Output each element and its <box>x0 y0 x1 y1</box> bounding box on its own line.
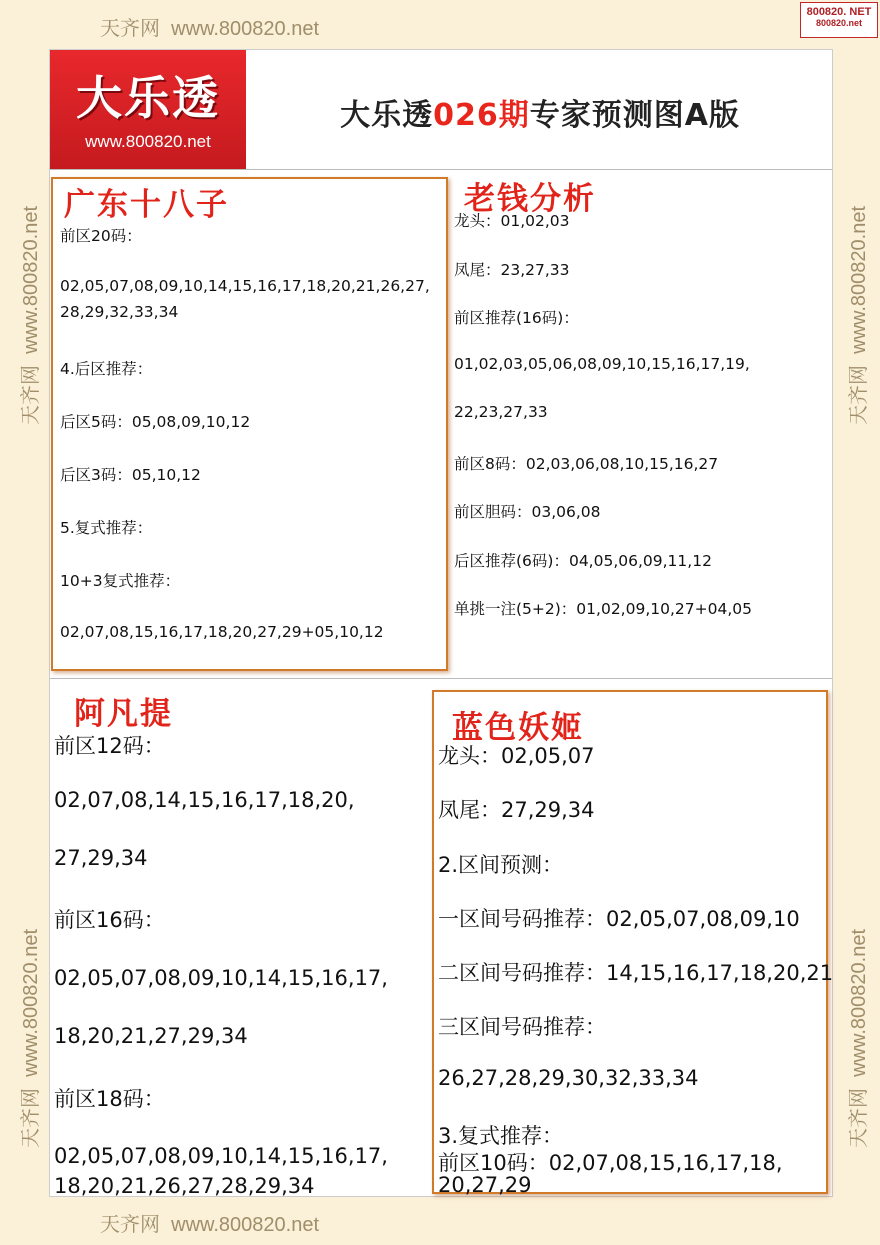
laoqian-line: 凤尾：23,27,33 <box>454 261 570 279</box>
lanse-line: 龙头：02,05,07 <box>438 744 595 768</box>
laoqian-line: 22,23,27,33 <box>454 403 548 421</box>
corner-logo-badge[interactable] <box>800 2 878 38</box>
left-watermark-lower <box>14 929 43 1148</box>
afanti-line: 18,20,21,27,29,34 <box>54 1024 248 1048</box>
title-issue: 026期 <box>433 98 530 133</box>
lanse-line: 一区间号码推荐：02,05,07,08,09,10 <box>438 907 800 931</box>
guangdong-line: 5.复式推荐： <box>60 519 153 537</box>
page-title <box>250 90 830 134</box>
watermark-url: www.800820.net <box>20 205 42 354</box>
guangdong-line: 前区20码： <box>60 227 142 245</box>
logo-text: 大乐透 <box>76 71 220 125</box>
lanse-line: 前区10码：02,07,08,15,16,17,18, <box>438 1151 783 1175</box>
afanti-line: 18,20,21,26,27,28,29,34 <box>54 1174 315 1198</box>
laoqian-line: 前区推荐(16码)： <box>454 309 579 327</box>
lanse-line: 2.区间预测： <box>438 853 564 877</box>
watermark-site: 天齐网 <box>100 1214 160 1236</box>
lanse-line: 凤尾：27,29,34 <box>438 798 595 822</box>
laoqian-title: 老钱分析 <box>464 181 596 217</box>
logo-url: www.800820.net <box>85 132 211 151</box>
laoqian-line: 单挑一注(5+2)：01,02,09,10,27+04,05 <box>454 600 752 618</box>
afanti-line: 02,05,07,08,09,10,14,15,16,17, <box>54 966 388 990</box>
watermark-site: 天齐网 <box>20 365 42 425</box>
afanti-line: 前区18码： <box>54 1087 165 1111</box>
right-watermark-upper <box>842 206 871 425</box>
laoqian-line: 后区推荐(6码)：04,05,06,09,11,12 <box>454 552 712 570</box>
afanti-line: 前区16码： <box>54 908 165 932</box>
guangdong-line: 10+3复式推荐： <box>60 572 181 590</box>
afanti-line: 02,05,07,08,09,10,14,15,16,17, <box>54 1144 388 1168</box>
right-watermark-lower <box>842 929 871 1148</box>
title-suffix: 专家预测图A版 <box>529 98 740 133</box>
watermark-site: 天齐网 <box>848 365 870 425</box>
prediction-sheet <box>49 49 833 1197</box>
guangdong-line: 28,29,32,33,34 <box>60 303 179 321</box>
logo <box>50 50 246 170</box>
guangdong-line: 4.后区推荐： <box>60 360 153 378</box>
laoqian-line: 前区8码：02,03,06,08,10,15,16,27 <box>454 455 719 473</box>
left-watermark-upper <box>14 206 43 425</box>
guangdong-line: 02,05,07,08,09,10,14,15,16,17,18,20,21,26,27, <box>60 277 430 295</box>
afanti-line: 27,29,34 <box>54 846 148 870</box>
watermark-url: www.800820.net <box>848 205 870 354</box>
watermark-site: 天齐网 <box>100 18 160 40</box>
badge-bottom-text: 800820.net <box>815 18 863 28</box>
title-prefix: 大乐透 <box>340 98 434 133</box>
guangdong-line: 02,07,08,15,16,17,18,20,27,29+05,10,12 <box>60 623 384 641</box>
lanse-line: 三区间号码推荐： <box>438 1015 606 1039</box>
laoqian-line: 01,02,03,05,06,08,09,10,15,16,17,19, <box>454 355 750 373</box>
lanse-title: 蓝色妖姬 <box>452 710 584 746</box>
watermark-url: www.800820.net <box>848 928 870 1077</box>
middle-divider <box>50 678 832 679</box>
lanse-line: 二区间号码推荐：14,15,16,17,18,20,21 <box>438 961 834 985</box>
afanti-line: 前区12码： <box>54 734 165 758</box>
watermark-url: www.800820.net <box>20 928 42 1077</box>
watermark-url: www.800820.net <box>171 18 320 40</box>
watermark-url: www.800820.net <box>171 1214 320 1236</box>
header-divider <box>50 169 832 170</box>
watermark-site: 天齐网 <box>20 1088 42 1148</box>
lanse-line: 26,27,28,29,30,32,33,34 <box>438 1066 699 1090</box>
guangdong-line: 后区5码：05,08,09,10,12 <box>60 413 251 431</box>
guangdong-title: 广东十八子 <box>64 187 229 223</box>
lanse-line: 20,27,29 <box>438 1173 532 1197</box>
laoqian-line: 龙头：01,02,03 <box>454 212 570 230</box>
afanti-line: 02,07,08,14,15,16,17,18,20, <box>54 788 355 812</box>
laoqian-line: 前区胆码：03,06,08 <box>454 503 601 521</box>
top-watermark <box>100 12 319 41</box>
lanse-line: 3.复式推荐： <box>438 1124 564 1148</box>
watermark-site: 天齐网 <box>848 1088 870 1148</box>
bottom-watermark <box>100 1208 319 1237</box>
guangdong-line: 后区3码：05,10,12 <box>60 466 201 484</box>
afanti-title: 阿凡提 <box>74 696 173 732</box>
badge-top-text: 800820. NET <box>801 3 877 18</box>
